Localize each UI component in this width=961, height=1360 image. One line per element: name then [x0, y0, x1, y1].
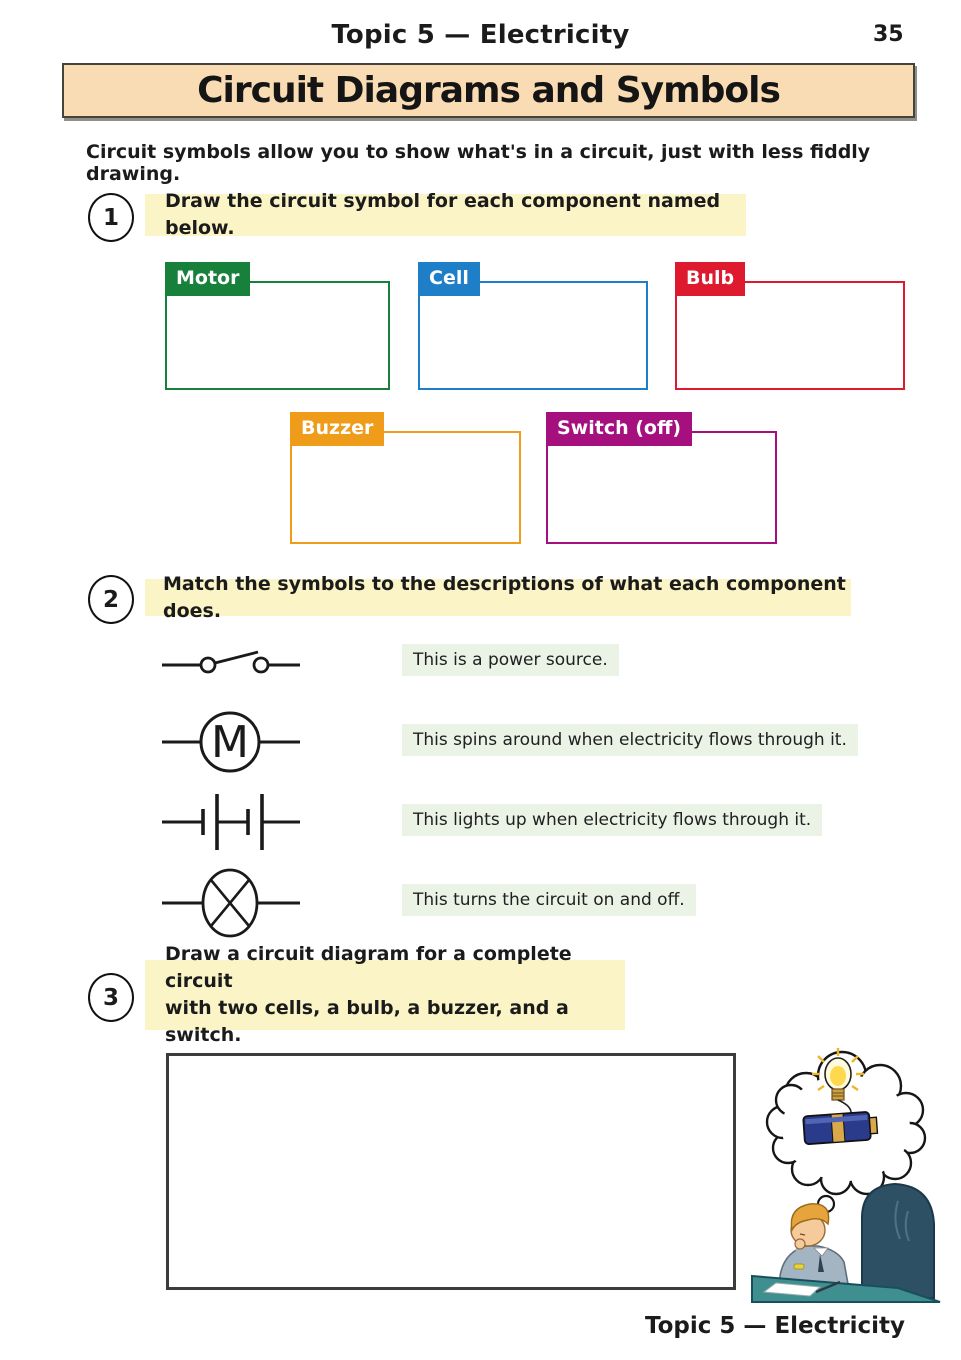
description-turns-on-off[interactable]: This turns the circuit on and off.	[402, 884, 696, 916]
label-bulb: Bulb	[675, 262, 745, 296]
question-1-prompt-text: Draw the circuit symbol for each component named below.	[165, 190, 721, 239]
label-buzzer: Buzzer	[290, 412, 384, 446]
answer-box-motor[interactable]	[165, 267, 390, 390]
question-3-prompt-line1: Draw a circuit diagram for a complete circuit	[165, 943, 572, 992]
description-lights-up[interactable]: This lights up when electricity flows through it.	[402, 804, 822, 836]
motor-symbol-icon[interactable]	[162, 704, 300, 780]
question-1-prompt	[145, 190, 746, 239]
page-title	[62, 63, 915, 118]
intro-text: Circuit symbols allow you to show what's in a circuit, just with less fiddly drawing.	[86, 141, 871, 185]
cell-symbol-icon[interactable]	[162, 790, 300, 854]
question-2-prompt-text: Match the symbols to the descriptions of what each component does.	[163, 572, 846, 622]
question-3-prompt	[145, 943, 625, 1046]
motor-letter: M	[211, 717, 249, 768]
label-switch-off: Switch (off)	[546, 412, 692, 446]
answer-box-switch-off[interactable]	[546, 417, 777, 544]
question-3-number: 3	[88, 973, 134, 1022]
question-1-number: 1	[88, 193, 134, 242]
answer-box-bulb[interactable]	[675, 267, 905, 390]
open-switch-symbol-icon[interactable]	[162, 638, 300, 682]
label-motor: Motor	[165, 262, 250, 296]
page-header: Topic 5 — Electricity	[331, 20, 630, 50]
page-number: 35	[873, 22, 904, 47]
page-footer: Topic 5 — Electricity	[645, 1313, 905, 1339]
question-3-prompt-line2: with two cells, a bulb, a buzzer, and a switch.	[165, 997, 569, 1046]
question-2-prompt	[145, 572, 851, 622]
label-cell: Cell	[418, 262, 480, 296]
answer-box-cell[interactable]	[418, 267, 648, 390]
thinking-boy-illustration	[748, 1036, 944, 1304]
question-2-number: 2	[88, 575, 134, 624]
bulb-symbol-icon[interactable]	[162, 866, 300, 940]
description-power-source[interactable]: This is a power source.	[402, 644, 619, 676]
answer-box-buzzer[interactable]	[290, 417, 521, 544]
description-spins-around[interactable]: This spins around when electricity flows through it.	[402, 724, 858, 756]
circuit-drawing-area[interactable]	[166, 1053, 736, 1290]
page-title-text: Circuit Diagrams and Symbols	[197, 70, 780, 111]
battery-icon	[803, 1111, 878, 1144]
